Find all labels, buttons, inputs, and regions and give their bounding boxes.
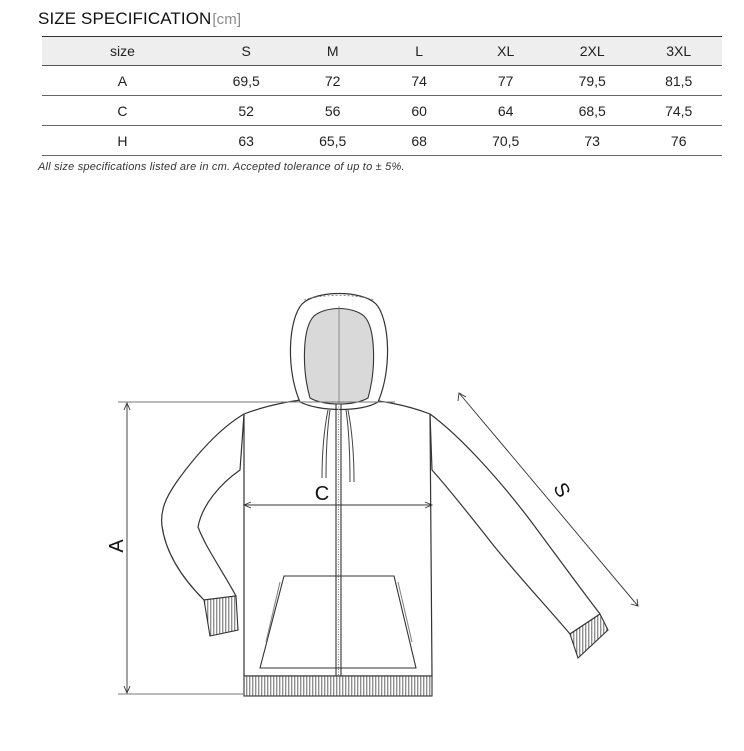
- header-cell: L: [376, 37, 463, 66]
- header-cell: S: [203, 37, 290, 66]
- header-cell: XL: [462, 37, 549, 66]
- tolerance-note: All size specifications listed are in cm. Accepted tolerance of up to ± 5%.: [38, 161, 405, 173]
- dim-s-label: S: [548, 479, 575, 502]
- table-cell: 81,5: [635, 66, 722, 96]
- table-cell: 76: [635, 126, 722, 156]
- table-cell: 73: [549, 126, 636, 156]
- table-cell: 74: [376, 66, 463, 96]
- right-sleeve: [430, 414, 600, 634]
- header-cell: 3XL: [635, 37, 722, 66]
- table-cell: 63: [203, 126, 290, 156]
- table-cell: 56: [289, 96, 376, 126]
- dim-c-label: C: [314, 483, 330, 505]
- table-cell: 65,5: [289, 126, 376, 156]
- left-sleeve: [162, 414, 244, 600]
- bottom-hem-rib: [244, 676, 432, 696]
- table-cell: 77: [462, 66, 549, 96]
- left-cuff: [204, 596, 238, 636]
- table-cell: C: [42, 96, 203, 126]
- table-cell: 68: [376, 126, 463, 156]
- table-cell: 74,5: [635, 96, 722, 126]
- dim-a-label: A: [106, 539, 128, 553]
- table-cell: 60: [376, 96, 463, 126]
- header-cell: 2XL: [549, 37, 636, 66]
- title-unit: [cm]: [212, 11, 242, 28]
- header-cell: M: [289, 37, 376, 66]
- table-cell: 69,5: [203, 66, 290, 96]
- table-cell: H: [42, 126, 203, 156]
- table-cell: 68,5: [549, 96, 636, 126]
- table-cell: 72: [289, 66, 376, 96]
- table-cell: 52: [203, 96, 290, 126]
- table-cell: 79,5: [549, 66, 636, 96]
- header-cell: size: [42, 37, 203, 66]
- table-cell: 64: [462, 96, 549, 126]
- table-cell: 70,5: [462, 126, 549, 156]
- title-text: SIZE SPECIFICATION: [38, 9, 212, 28]
- table-cell: A: [42, 66, 203, 96]
